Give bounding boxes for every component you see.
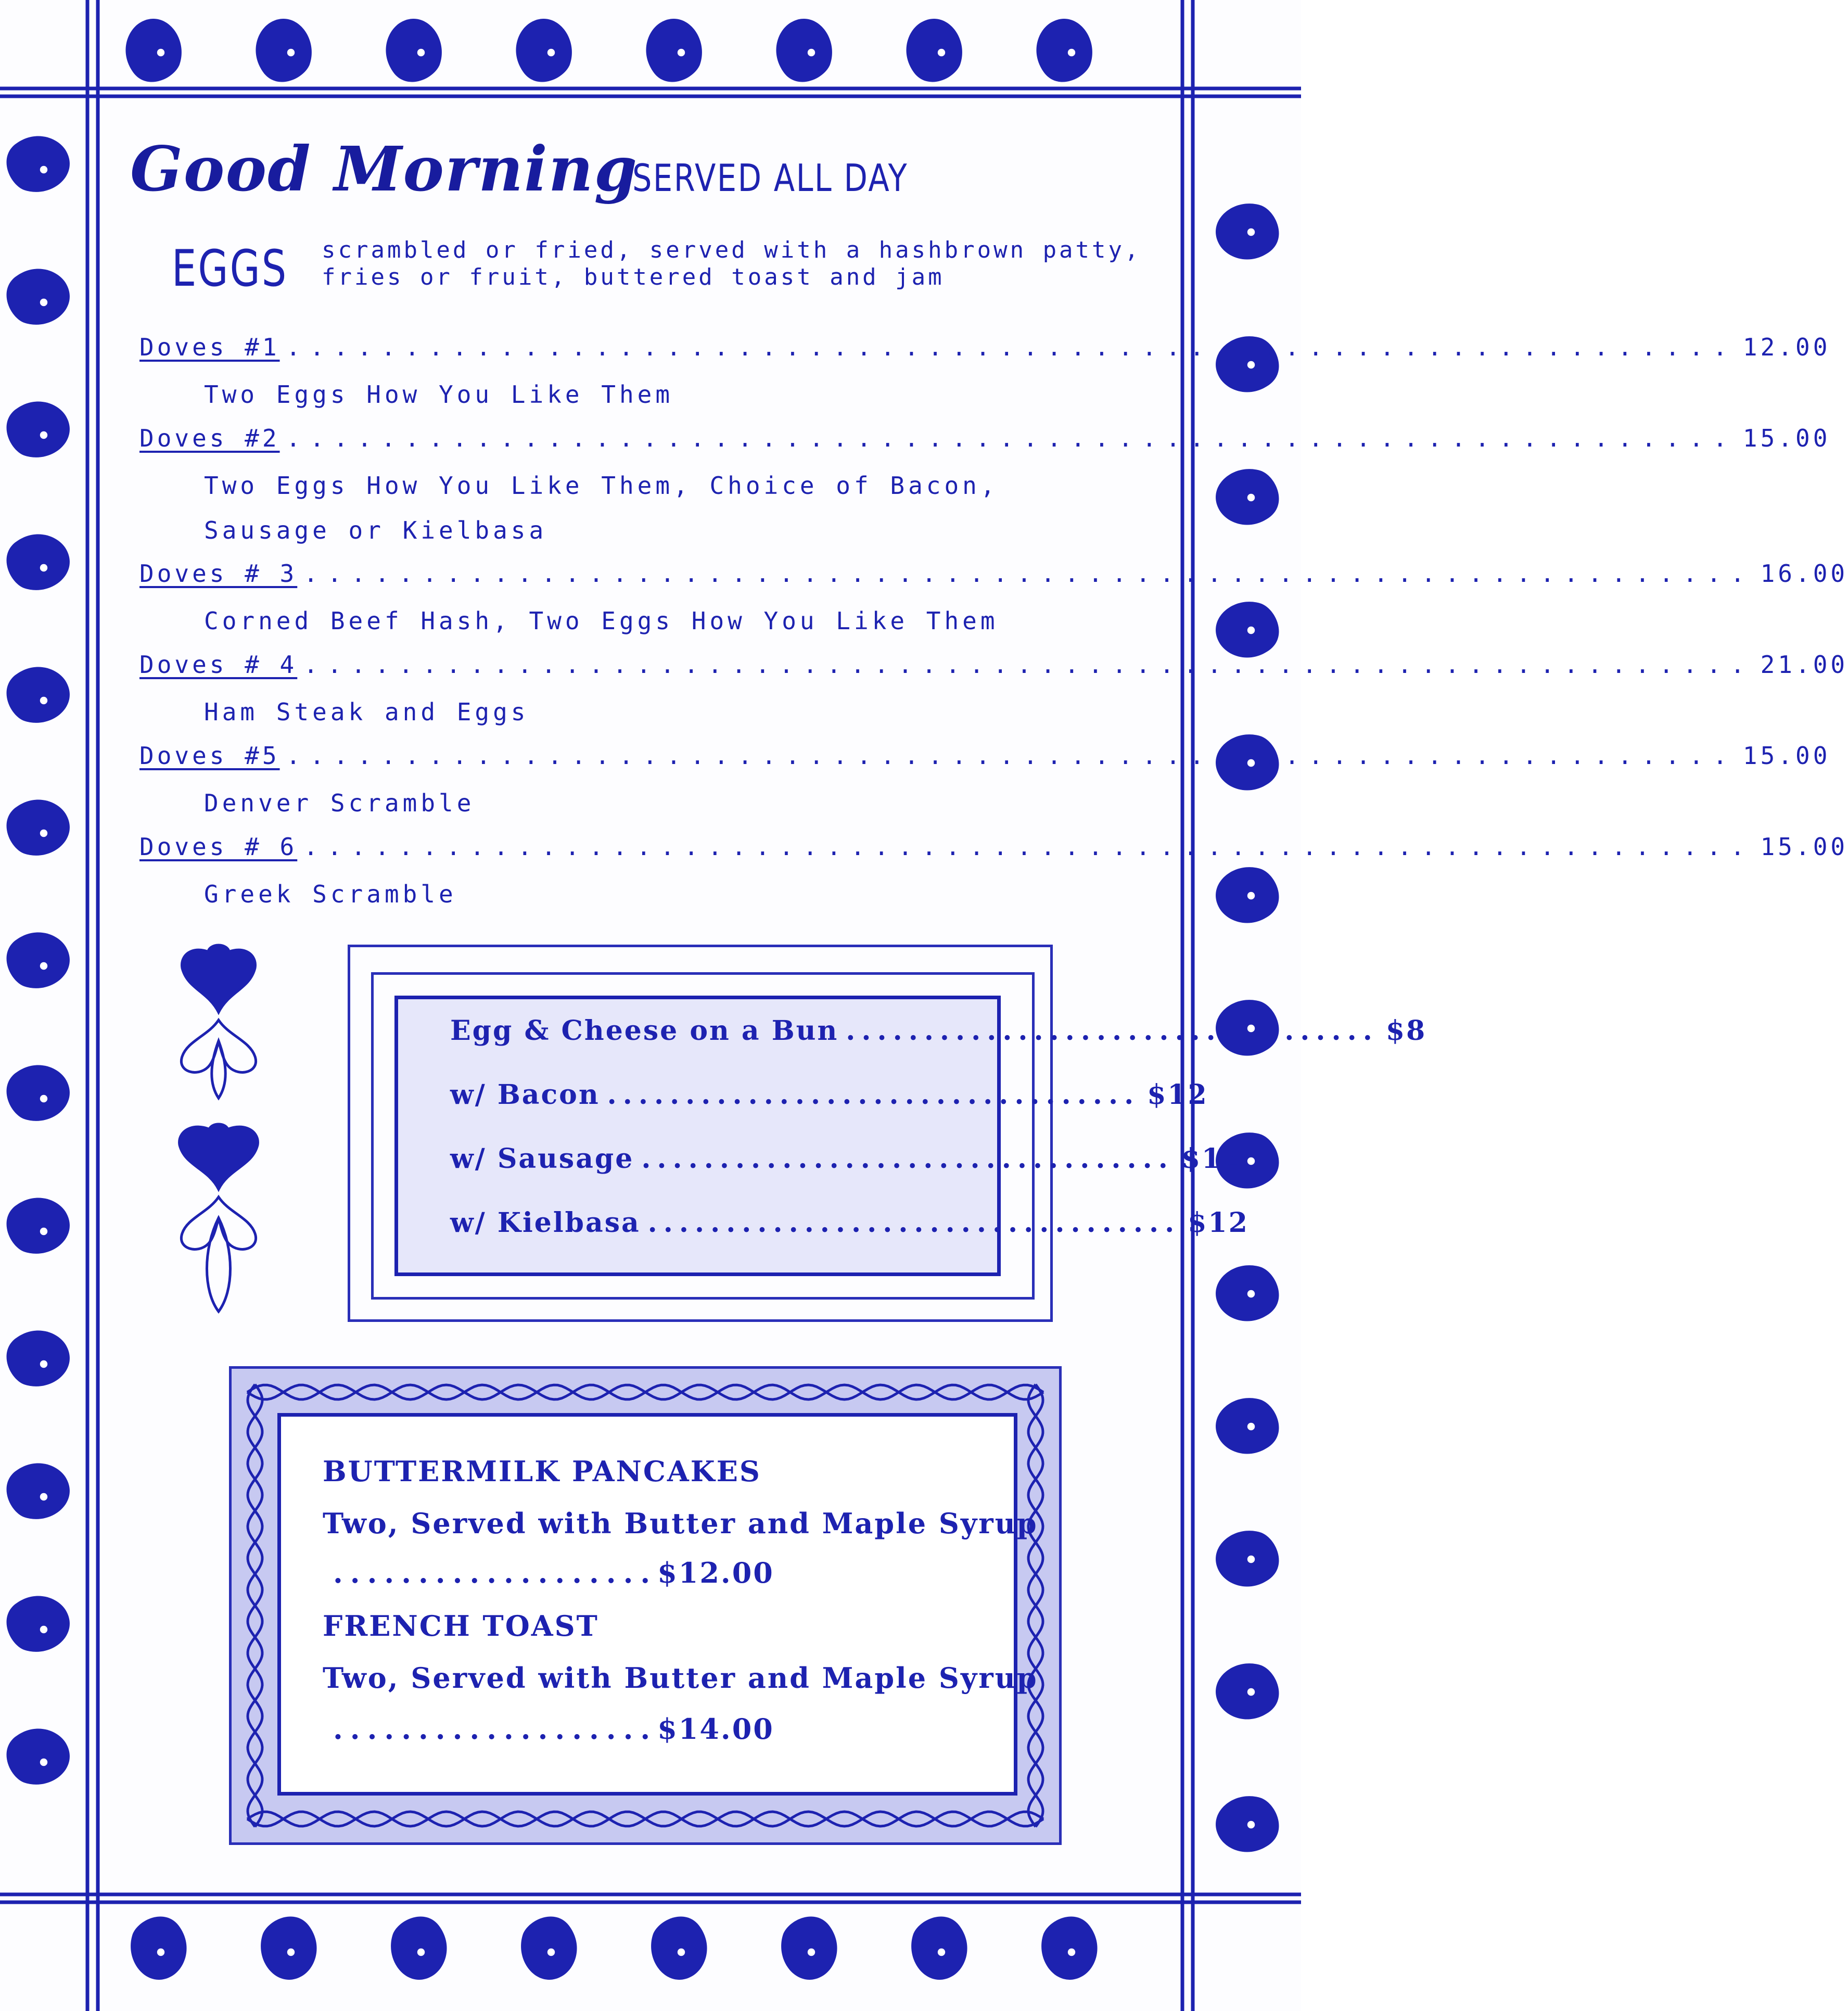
paisley-dot xyxy=(417,1949,425,1956)
paisley-motif xyxy=(1024,9,1104,91)
menu-item-doves-1 xyxy=(139,333,1831,364)
french-toast-price-row xyxy=(333,1712,1010,1746)
eggs-description-line: fries or fruit, buttered toast and jam xyxy=(322,264,945,290)
item-price: 21.00 xyxy=(1760,651,1848,679)
french-toast-title: FRENCH TOAST xyxy=(323,1609,599,1643)
paisley-dot xyxy=(1247,361,1255,368)
paisley-motif xyxy=(119,1907,199,1989)
sandwich-row xyxy=(450,1015,1427,1047)
sandwich-box-inner xyxy=(394,996,1427,1276)
paisley-motif xyxy=(0,1450,79,1531)
paisley-dot xyxy=(1068,49,1075,56)
dot-leader: .................................. xyxy=(846,1015,1379,1047)
paisley-dot xyxy=(40,1360,47,1368)
paisley-dot xyxy=(547,1949,555,1956)
paisley-motif xyxy=(1206,1386,1288,1467)
paisley-motif xyxy=(1206,856,1288,936)
paisley-motif xyxy=(0,787,79,867)
sandwich-row xyxy=(450,1079,1208,1111)
floral-ornament xyxy=(180,945,258,1312)
paisley-dot xyxy=(40,1228,47,1235)
paisley-motif xyxy=(0,1185,79,1265)
paisley-dot xyxy=(1247,1556,1255,1563)
paisley-dot xyxy=(417,49,425,56)
eggs-description-line: scrambled or fried, served with a hashbrown patty, xyxy=(322,237,1141,263)
sandwich-name: w/ Sausage xyxy=(450,1143,634,1175)
paisley-motif xyxy=(894,9,974,91)
paisley-dot xyxy=(1247,1821,1255,1828)
page-title: Good Morning xyxy=(130,133,639,205)
paisley-motif xyxy=(373,9,453,91)
item-name: Doves #5 xyxy=(139,742,280,770)
paisley-motif xyxy=(633,9,713,91)
paisley-dot xyxy=(1247,1157,1255,1165)
pancakes-price: $12.00 xyxy=(657,1556,774,1589)
dot-leader: ............................................................. xyxy=(303,651,1754,679)
paisley-motif xyxy=(379,1907,460,1989)
paisley-motif xyxy=(1206,1652,1288,1732)
paisley-dot xyxy=(40,564,47,571)
paisley-motif xyxy=(0,1583,79,1663)
paisley-dot xyxy=(40,299,47,306)
paisley-motif xyxy=(243,9,323,91)
paisley-motif xyxy=(1206,1254,1288,1334)
item-description-line: Two Eggs How You Like Them, Choice of Bacon, xyxy=(204,472,999,500)
menu-item-doves-5 xyxy=(139,742,1831,773)
dot-leader: ............................................................. xyxy=(286,742,1737,770)
sandwich-price: $12 xyxy=(1181,1143,1243,1175)
paisley-dot xyxy=(1247,1423,1255,1430)
served-all-day-label: SERVED ALL DAY xyxy=(632,156,909,200)
wave-line xyxy=(248,1384,262,1827)
paisley-motif xyxy=(113,9,193,91)
paisley-motif xyxy=(0,1716,79,1796)
dot-leader: .................................. xyxy=(607,1079,1140,1111)
sandwich-row xyxy=(450,1143,1243,1175)
item-description xyxy=(204,599,1141,643)
item-description xyxy=(204,372,1141,417)
item-description xyxy=(204,781,1141,825)
paisley-dot xyxy=(547,49,555,56)
paisley-dot xyxy=(1247,1688,1255,1696)
french-toast-price: $14.00 xyxy=(657,1712,774,1746)
paisley-dot xyxy=(287,1949,295,1956)
paisley-motif xyxy=(900,1907,980,1989)
dot-leader: ................... xyxy=(333,1556,658,1589)
pancakes-price-row xyxy=(333,1556,1010,1589)
paisley-dot xyxy=(157,1949,164,1956)
wave-line xyxy=(1028,1384,1043,1827)
eggs-description xyxy=(322,237,1206,291)
paisley-motif xyxy=(0,389,79,469)
paisley-dot xyxy=(1247,1290,1255,1297)
sandwich-box xyxy=(348,945,1427,1322)
dot-leader: .................................. xyxy=(647,1207,1181,1239)
french-toast-description: Two, Served with Butter and Maple Syrup xyxy=(323,1661,1038,1695)
paisley-motif xyxy=(770,1907,850,1989)
menu-item-doves-2 xyxy=(139,424,1831,455)
paisley-motif xyxy=(1206,1785,1288,1865)
sandwich-box-frame xyxy=(371,972,1427,1300)
paisley-motif xyxy=(0,920,79,1000)
dot-leader: ............................................................. xyxy=(303,833,1754,861)
dot-leader: ................... xyxy=(333,1712,658,1746)
paisley-dot xyxy=(808,1949,815,1956)
dot-leader: ............................................................. xyxy=(303,559,1754,588)
paisley-dot xyxy=(40,1493,47,1500)
dot-leader: ............................................................. xyxy=(286,424,1737,452)
pancakes-title: BUTTERMILK PANCAKES xyxy=(323,1455,761,1488)
paisley-dot xyxy=(40,1095,47,1102)
item-name: Doves # 6 xyxy=(139,833,298,861)
paisley-motif xyxy=(640,1907,720,1989)
paisley-motif xyxy=(1206,457,1288,538)
paisley-dot xyxy=(40,697,47,704)
sandwich-price: $12 xyxy=(1147,1079,1208,1111)
item-description-line: Two Eggs How You Like Them xyxy=(204,380,674,409)
paisley-dot xyxy=(40,1759,47,1766)
paisley-dot xyxy=(1247,627,1255,634)
item-name: Doves #2 xyxy=(139,424,280,452)
sandwich-row xyxy=(450,1207,1249,1239)
item-name: Doves #1 xyxy=(139,333,280,361)
paisley-dot xyxy=(808,49,815,56)
item-name: Doves # 4 xyxy=(139,651,298,679)
sandwich-price: $12 xyxy=(1188,1207,1249,1239)
paisley-dot xyxy=(1247,892,1255,899)
eggs-heading: EGGS xyxy=(172,239,288,298)
paisley-dot xyxy=(938,1949,945,1956)
paisley-dot xyxy=(40,830,47,837)
paisley-motif xyxy=(249,1907,329,1989)
item-price: 15.00 xyxy=(1760,833,1848,861)
paisley-motif xyxy=(0,256,79,336)
paisley-dot xyxy=(40,962,47,970)
item-description-line: Sausage or Kielbasa xyxy=(204,516,547,544)
paisley-dot xyxy=(1068,1949,1075,1956)
dot-leader: ............................................................. xyxy=(286,333,1737,361)
item-price: 16.00 xyxy=(1760,559,1848,588)
paisley-motif xyxy=(763,9,844,91)
paisley-dot xyxy=(938,49,945,56)
paisley-motif xyxy=(503,9,583,91)
sandwich-name: w/ Bacon xyxy=(450,1079,600,1111)
sandwich-name: w/ Kielbasa xyxy=(450,1207,641,1239)
paisley-motif xyxy=(0,1052,79,1132)
menu-item-doves-4 xyxy=(139,651,1848,682)
item-description-line: Corned Beef Hash, Two Eggs How You Like Them xyxy=(204,607,999,635)
paisley-motif xyxy=(1030,1907,1110,1989)
pancakes-description: Two, Served with Butter and Maple Syrup xyxy=(323,1507,1038,1540)
paisley-dot xyxy=(40,166,47,173)
paisley-dot xyxy=(287,49,295,56)
paisley-motif xyxy=(0,1318,79,1398)
sandwich-name: Egg & Cheese on a Bun xyxy=(450,1015,839,1047)
menu-item-doves-3 xyxy=(139,559,1848,591)
paisley-motif xyxy=(509,1907,590,1989)
paisley-motif xyxy=(0,123,79,203)
paisley-motif xyxy=(0,654,79,734)
item-description-line: Greek Scramble xyxy=(204,880,457,908)
paisley-motif xyxy=(1206,1519,1288,1599)
paisley-dot xyxy=(1247,228,1255,236)
dot-leader: .................................. xyxy=(641,1143,1174,1175)
paisley-dot xyxy=(40,431,47,439)
paisley-dot xyxy=(157,49,164,56)
paisley-dot xyxy=(678,1949,685,1956)
item-description xyxy=(204,690,1141,734)
sandwich-price: $8 xyxy=(1385,1015,1427,1047)
item-price: 15.00 xyxy=(1742,424,1831,452)
paisley-dot xyxy=(1247,494,1255,501)
item-description xyxy=(204,463,1141,553)
item-description-line: Ham Steak and Eggs xyxy=(204,698,529,726)
paisley-dot xyxy=(40,1626,47,1633)
menu-item-doves-6 xyxy=(139,833,1848,864)
item-description-line: Denver Scramble xyxy=(204,789,475,817)
item-price: 12.00 xyxy=(1742,333,1831,361)
paisley-dot xyxy=(678,49,685,56)
paisley-motif xyxy=(0,521,79,602)
item-name: Doves # 3 xyxy=(139,559,298,588)
griddle-box xyxy=(229,1366,1062,1845)
paisley-motif xyxy=(1206,192,1288,272)
item-description xyxy=(204,872,1141,917)
item-price: 15.00 xyxy=(1742,742,1831,770)
